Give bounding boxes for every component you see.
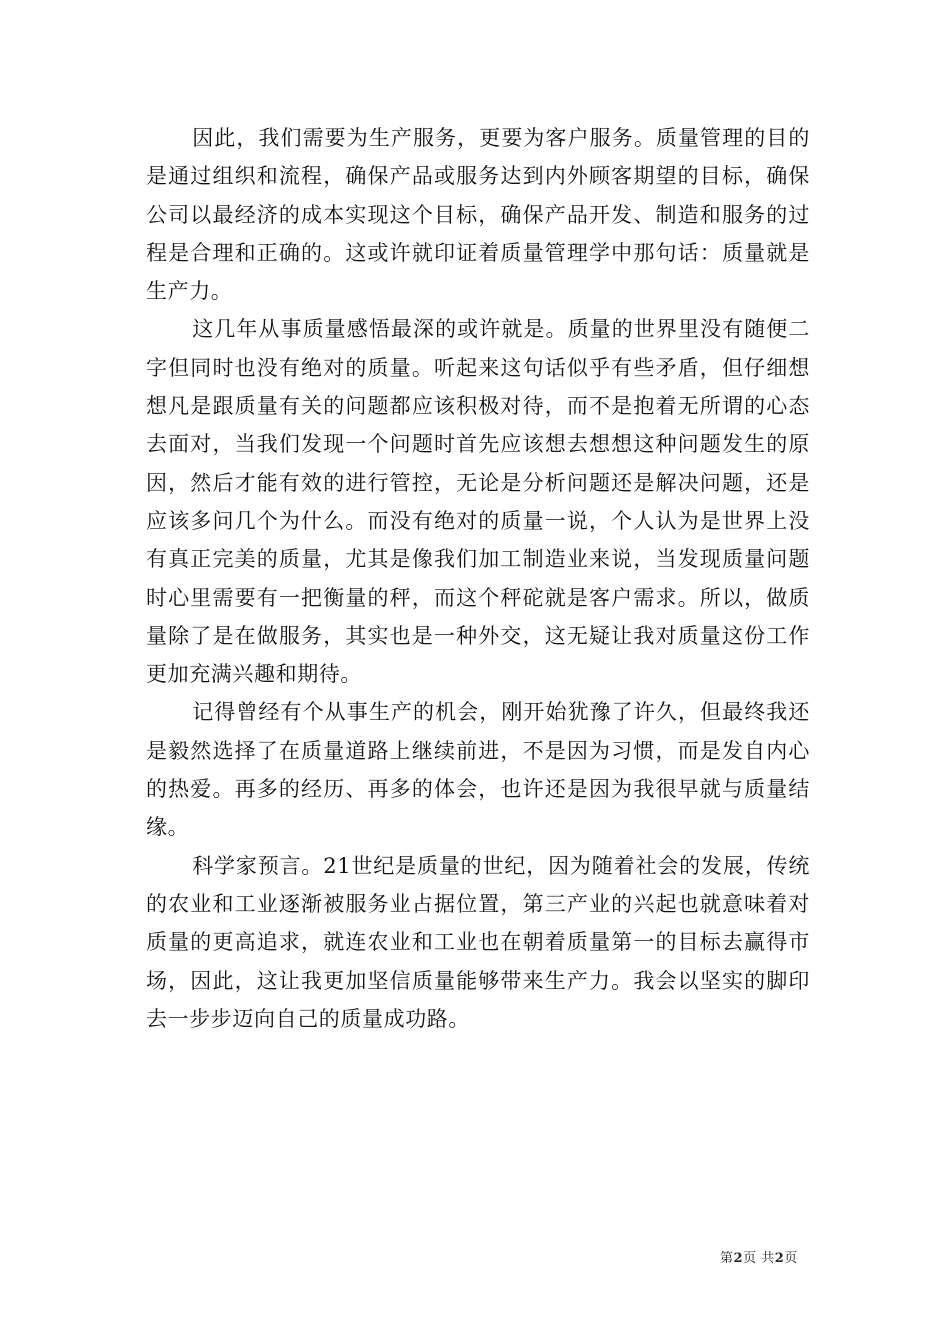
page-number-footer (720, 1247, 798, 1266)
footer-suffix: 页 (784, 1251, 798, 1266)
document-body (146, 119, 810, 1038)
paragraph-3: 记得曾经有个从事生产的机会，刚开始犹豫了许久，但最终我还是毅然选择了在质量道路上继续前进，不是因为习惯，而是发自内心的热爱。再多的经历、再多的体会，也许还是因为我很早就与质量结缘。 (146, 700, 810, 840)
paragraph-4: 科学家预言。21世纪是质量的世纪，因为随着社会的发展，传统的农业和工业逐渐被服务业占据位置，第三产业的兴起也就意味着对质量的更高追求，就连农业和工业也在朝着质量第一的目标去赢得市场，因此，这让我更加坚信质量能够带来生产力。我会以坚实的脚印去一步步迈向自己的质量成功路。 (146, 853, 810, 1031)
paragraph-1: 因此，我们需要为生产服务，更要为客户服务。质量管理的目的是通过组织和流程，确保产品或服务达到内外顾客期望的目标，确保公司以最经济的成本实现这个目标，确保产品开发、制造和服务的过程是合理和正确的。这或许就印证着质量管理学中那句话：质量就是生产力。 (146, 126, 810, 304)
paragraph-2: 这几年从事质量感悟最深的或许就是。质量的世界里没有随便二字但同时也没有绝对的质量。听起来这句话似乎有些矛盾，但仔细想想凡是跟质量有关的问题都应该积极对待，而不是抱着无所谓的心态去面对，当我们发现一个问题时首先应该想去想想这种问题发生的原因，然后才能有效的进行管控，无论是分析问题还是解决问题，还是应该多问几个为什么。而没有绝对的质量一说，个人认为是世界上没有真正完美的质量，尤其是像我们加工制造业来说，当发现质量问题时心里需要有一把衡量的秤，而这个秤砣就是客户需求。所以，做质量除了是在做服务，其实也是一种外交，这无疑让我对质量这份工作更加充满兴趣和期待。 (146, 317, 810, 687)
footer-prefix: 第 (720, 1251, 734, 1266)
footer-total-pages: 2 (774, 1251, 785, 1266)
footer-middle: 页 共 (743, 1251, 775, 1266)
footer-current-page: 2 (733, 1251, 744, 1266)
